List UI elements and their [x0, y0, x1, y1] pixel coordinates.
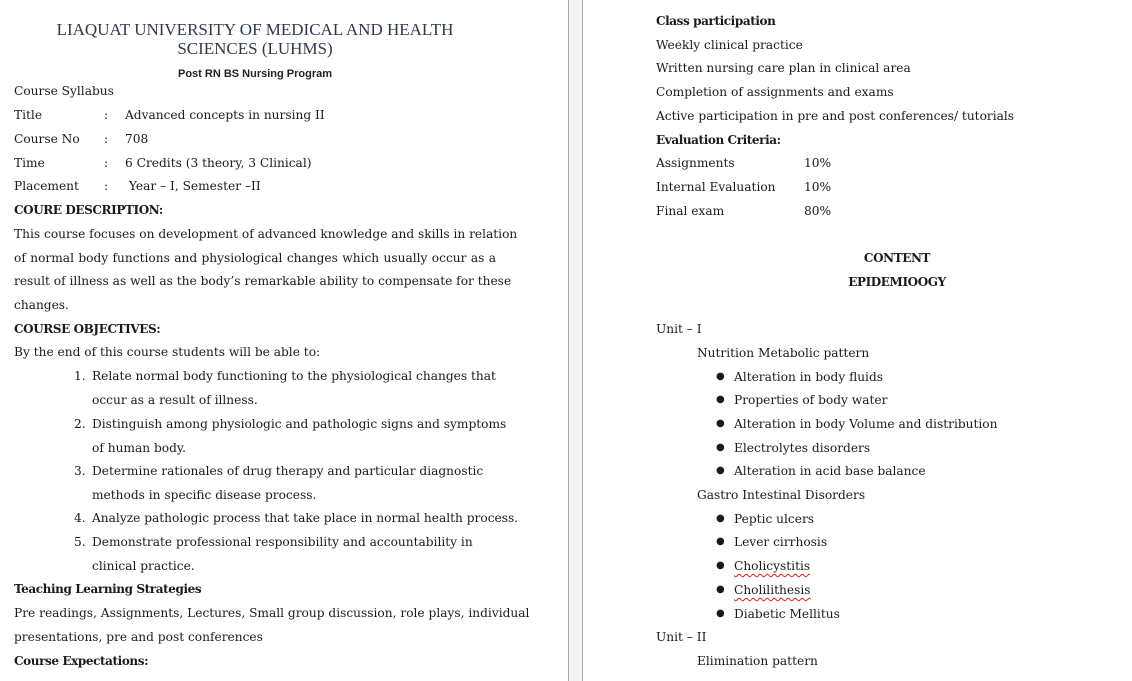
objective-number: 1. — [74, 369, 86, 383]
course-syllabus-label: Course Syllabus — [14, 84, 114, 98]
description-line: of normal body functions and physiological changes which usually occur as a — [14, 251, 496, 265]
info-value: Year – I, Semester –II — [125, 179, 261, 193]
topic-item-misspelled: Cholicystitis — [734, 559, 811, 573]
objective-text: Determine rationales of drug therapy and particular diagnostic — [92, 464, 484, 478]
bullet-icon: ● — [716, 536, 725, 547]
section-title: Elimination pattern — [697, 654, 818, 668]
bullet-icon: ● — [716, 513, 725, 524]
description-line: This course focuses on development of advanced knowledge and skills in relation — [14, 227, 518, 241]
unit-title: Unit – I — [656, 322, 702, 336]
objective-text: Analyze pathologic process that take place in normal health process. — [92, 511, 519, 525]
info-row-time — [14, 155, 514, 171]
evaluation-value: 80% — [804, 204, 832, 218]
topic-item: Lever cirrhosis — [734, 535, 828, 549]
info-label: Course No — [14, 132, 80, 146]
section-title: Gastro Intestinal Disorders — [697, 488, 866, 502]
info-label: Placement — [14, 179, 79, 193]
topic-item: Alteration in body Volume and distribution — [734, 417, 998, 431]
expectations-heading: Course Expectations: — [14, 654, 149, 668]
bullet-icon: ● — [716, 394, 725, 405]
expectation-item: Weekly clinical practice — [656, 38, 803, 52]
topic-item-misspelled: Cholilithesis — [734, 583, 811, 597]
info-colon: : — [104, 108, 109, 122]
unit-title: Unit – II — [656, 630, 707, 644]
info-value: Advanced concepts in nursing II — [125, 108, 325, 122]
info-row-placement — [14, 178, 514, 194]
class-participation-heading: Class participation — [656, 14, 776, 28]
description-line: result of illness as well as the body’s remarkable ability to compensate for these — [14, 274, 512, 288]
objective-number: 2. — [74, 417, 86, 431]
evaluation-label: Internal Evaluation — [656, 180, 776, 194]
bullet-icon: ● — [716, 371, 725, 382]
objective-number: 5. — [74, 535, 86, 549]
objective-number: 4. — [74, 511, 86, 525]
objective-text: Relate normal body functioning to the physiological changes that — [92, 369, 496, 383]
bullet-icon: ● — [716, 560, 725, 571]
objective-text: clinical practice. — [92, 559, 195, 573]
info-label: Title — [14, 108, 43, 122]
objective-text: methods in specific disease process. — [92, 488, 317, 502]
info-colon: : — [104, 179, 109, 193]
university-title-line-1: LIAQUAT UNIVERSITY OF MEDICAL AND HEALTH — [56, 20, 454, 39]
evaluation-label: Assignments — [656, 156, 735, 170]
info-value: 708 — [125, 132, 149, 146]
objectives-heading: COURSE OBJECTIVES: — [14, 322, 161, 336]
bullet-icon: ● — [716, 608, 725, 619]
description-heading: COURE DESCRIPTION: — [14, 203, 163, 217]
topic-item: Alteration in body fluids — [734, 370, 884, 384]
info-row-title — [14, 107, 514, 123]
expectation-item: Completion of assignments and exams — [656, 85, 894, 99]
evaluation-heading: Evaluation Criteria: — [656, 133, 781, 147]
content-heading: CONTENT — [863, 251, 931, 265]
bullet-icon: ● — [716, 584, 725, 595]
info-row-course-no — [14, 131, 514, 147]
evaluation-value: 10% — [804, 156, 832, 170]
program-subtitle: Post RN BS Nursing Program — [177, 68, 333, 80]
objective-text: Distinguish among physiologic and pathologic signs and symptoms — [92, 417, 507, 431]
topic-item: Properties of body water — [734, 393, 888, 407]
bullet-icon: ● — [716, 442, 725, 453]
university-title-line-2: SCIENCES (LUHMS) — [177, 39, 333, 58]
expectation-item: Written nursing care plan in clinical area — [656, 61, 911, 75]
topic-item: Diabetic Mellitus — [734, 607, 840, 621]
objective-text: of human body. — [92, 441, 187, 455]
topic-item: Electrolytes disorders — [734, 441, 871, 455]
expectation-item: Active participation in pre and post conferences/ tutorials — [656, 109, 1015, 123]
objective-text: Demonstrate professional responsibility and accountability in — [92, 535, 473, 549]
objectives-intro: By the end of this course students will be able to: — [14, 345, 321, 359]
objective-number: 3. — [74, 464, 86, 478]
bullet-icon: ● — [716, 465, 725, 476]
info-label: Time — [14, 156, 45, 170]
section-title: Nutrition Metabolic pattern — [697, 346, 870, 360]
page-gutter-divider — [568, 0, 583, 681]
bullet-icon: ● — [716, 418, 725, 429]
info-colon: : — [104, 156, 109, 170]
description-line: changes. — [14, 298, 69, 312]
strategies-heading: Teaching Learning Strategies — [14, 582, 202, 596]
strategies-line: Pre readings, Assignments, Lectures, Small group discussion, role plays, individual — [14, 606, 530, 620]
content-subheading: EPIDEMIOOGY — [848, 275, 946, 289]
info-value: 6 Credits (3 theory, 3 Clinical) — [125, 156, 312, 170]
topic-item: Peptic ulcers — [734, 512, 815, 526]
evaluation-label: Final exam — [656, 204, 725, 218]
topic-item: Alteration in acid base balance — [734, 464, 926, 478]
strategies-line: presentations, pre and post conferences — [14, 630, 263, 644]
objective-text: occur as a result of illness. — [92, 393, 258, 407]
evaluation-value: 10% — [804, 180, 832, 194]
info-colon: : — [104, 132, 109, 146]
